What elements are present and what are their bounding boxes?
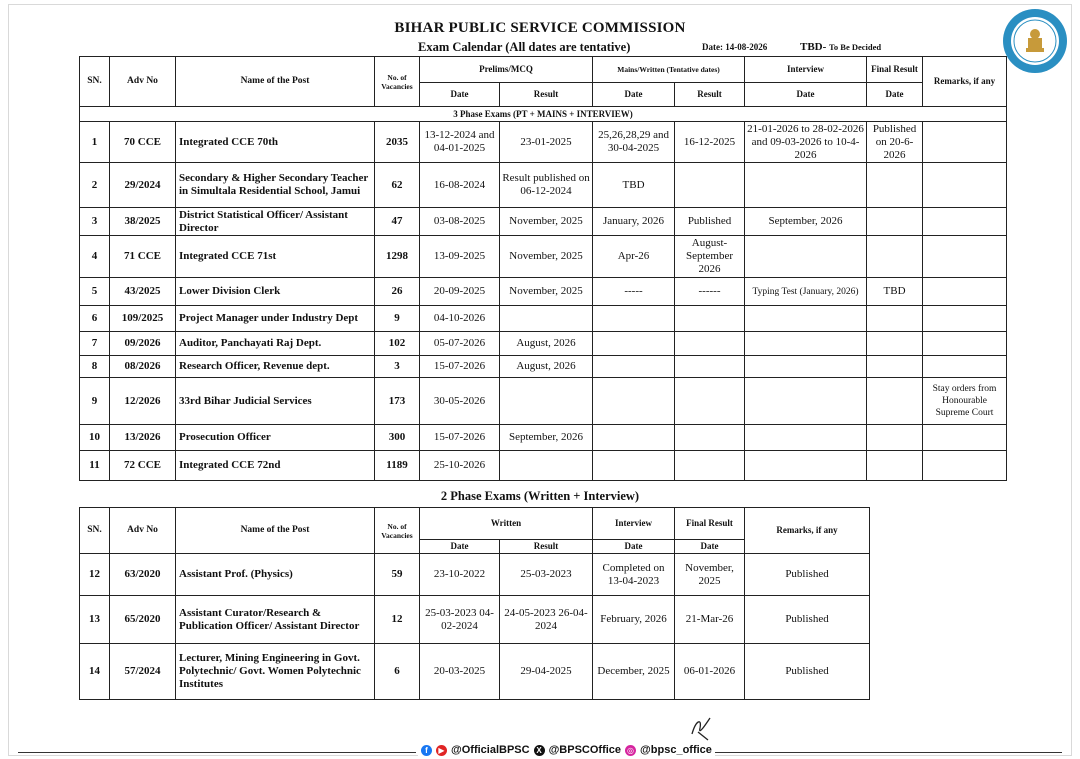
row-prelims-result: August, 2026	[500, 356, 593, 378]
row-prelims-date: 20-09-2025	[420, 278, 500, 306]
row-vacancies: 9	[375, 306, 420, 332]
row-final-result	[867, 236, 923, 278]
row-mains-date: Apr-26	[593, 236, 675, 278]
row-post-name: Assistant Prof. (Physics)	[176, 554, 375, 596]
row-adv-no: 08/2026	[110, 356, 176, 378]
row-final-result	[867, 356, 923, 378]
row-post-name: Integrated CCE 70th	[176, 122, 375, 163]
row-adv-no: 57/2024	[110, 644, 176, 700]
row-post-name: Integrated CCE 72nd	[176, 451, 375, 481]
header-remarks: Remarks, if any	[923, 57, 1007, 107]
row-final-result: November, 2025	[675, 554, 745, 596]
row-vacancies: 3	[375, 356, 420, 378]
row-adv-no: 72 CCE	[110, 451, 176, 481]
header-adv-no: Adv No	[110, 508, 176, 554]
row-interview-date	[745, 378, 867, 425]
row-prelims-date: 13-12-2024 and 04-01-2025	[420, 122, 500, 163]
row-sn: 5	[80, 278, 110, 306]
header-vacancies: No. of Vacancies	[375, 508, 420, 554]
header-prelims-result: Result	[500, 83, 593, 107]
header-sn: SN.	[80, 508, 110, 554]
header-mains-date: Date	[593, 83, 675, 107]
row-adv-no: 63/2020	[110, 554, 176, 596]
two-phase-exam-table	[79, 507, 870, 700]
table-row	[80, 425, 1007, 451]
header-final-date: Date	[675, 540, 745, 554]
row-interview-date: Completed on 13-04-2023	[593, 554, 675, 596]
row-final-result	[867, 306, 923, 332]
row-adv-no: 70 CCE	[110, 122, 176, 163]
row-vacancies: 2035	[375, 122, 420, 163]
row-mains-result	[675, 425, 745, 451]
row-sn: 10	[80, 425, 110, 451]
row-prelims-result: Result published on 06-12-2024	[500, 163, 593, 208]
row-remarks	[923, 163, 1007, 208]
row-remarks: Published	[745, 596, 870, 644]
row-final-result: 06-01-2026	[675, 644, 745, 700]
table-row	[80, 122, 1007, 163]
row-interview-date	[745, 425, 867, 451]
row-post-name: Secondary & Higher Secondary Teacher in Simultala Residential School, Jamui	[176, 163, 375, 208]
row-final-result	[867, 378, 923, 425]
footer-rule-right	[698, 752, 1062, 753]
row-sn: 14	[80, 644, 110, 700]
row-mains-result: August-September 2026	[675, 236, 745, 278]
row-mains-result	[675, 378, 745, 425]
bpsc-seal-logo	[1002, 8, 1068, 74]
row-prelims-result: September, 2026	[500, 425, 593, 451]
header-prelims-date: Date	[420, 83, 500, 107]
row-sn: 11	[80, 451, 110, 481]
row-adv-no: 43/2025	[110, 278, 176, 306]
row-mains-result	[675, 451, 745, 481]
row-prelims-date: 13-09-2025	[420, 236, 500, 278]
header-final-date: Date	[867, 83, 923, 107]
row-interview-date	[745, 163, 867, 208]
row-remarks	[923, 425, 1007, 451]
social-footer	[418, 744, 715, 756]
row-prelims-result: November, 2025	[500, 278, 593, 306]
row-mains-result: 16-12-2025	[675, 122, 745, 163]
header-remarks: Remarks, if any	[745, 508, 870, 554]
row-remarks: Published	[745, 554, 870, 596]
table-row	[80, 356, 1007, 378]
footer-rule-left	[18, 752, 416, 753]
row-remarks	[923, 332, 1007, 356]
row-written-result: 29-04-2025	[500, 644, 593, 700]
row-final-result	[867, 163, 923, 208]
row-remarks	[923, 208, 1007, 236]
row-prelims-date: 25-10-2026	[420, 451, 500, 481]
row-remarks	[923, 236, 1007, 278]
table-row	[80, 554, 870, 596]
row-final-result	[867, 208, 923, 236]
row-final-result	[867, 425, 923, 451]
row-final-result	[867, 332, 923, 356]
row-mains-result	[675, 332, 745, 356]
table-row	[80, 208, 1007, 236]
row-prelims-result: November, 2025	[500, 236, 593, 278]
header-post-name: Name of the Post	[176, 57, 375, 107]
header-post-name: Name of the Post	[176, 508, 375, 554]
row-interview-date: December, 2025	[593, 644, 675, 700]
calendar-date: Date: 14-08-2026	[702, 42, 768, 52]
row-interview-date	[745, 332, 867, 356]
header-prelims: Prelims/MCQ	[420, 57, 593, 83]
handle-bpsc-office[interactable]: @BPSCOffice	[548, 744, 622, 756]
table-row	[80, 306, 1007, 332]
row-mains-result: ------	[675, 278, 745, 306]
row-prelims-date: 16-08-2024	[420, 163, 500, 208]
header-interview: Interview	[745, 57, 867, 83]
row-mains-date	[593, 356, 675, 378]
row-adv-no: 13/2026	[110, 425, 176, 451]
row-interview-date	[745, 451, 867, 481]
row-mains-result	[675, 356, 745, 378]
row-mains-result	[675, 163, 745, 208]
row-post-name: Lower Division Clerk	[176, 278, 375, 306]
row-interview-date: February, 2026	[593, 596, 675, 644]
row-prelims-result: 23-01-2025	[500, 122, 593, 163]
row-written-result: 24-05-2023 26-04-2024	[500, 596, 593, 644]
row-sn: 2	[80, 163, 110, 208]
row-final-result: Published on 20-6-2026	[867, 122, 923, 163]
row-adv-no: 109/2025	[110, 306, 176, 332]
row-prelims-date: 15-07-2026	[420, 425, 500, 451]
row-written-result: 25-03-2023	[500, 554, 593, 596]
header-mains: Mains/Written (Tentative dates)	[593, 57, 745, 83]
row-post-name: Assistant Curator/Research & Publication Officer/ Assistant Director	[176, 596, 375, 644]
row-mains-date	[593, 306, 675, 332]
row-prelims-date: 04-10-2026	[420, 306, 500, 332]
row-vacancies: 62	[375, 163, 420, 208]
table-row	[80, 236, 1007, 278]
row-adv-no: 09/2026	[110, 332, 176, 356]
row-vacancies: 1189	[375, 451, 420, 481]
row-adv-no: 38/2025	[110, 208, 176, 236]
row-prelims-date: 05-07-2026	[420, 332, 500, 356]
instagram-icon[interactable]: ◎	[625, 745, 636, 756]
row-mains-date: -----	[593, 278, 675, 306]
row-post-name: 33rd Bihar Judicial Services	[176, 378, 375, 425]
row-prelims-result: November, 2025	[500, 208, 593, 236]
row-remarks: Stay orders from Honourable Supreme Court	[923, 378, 1007, 425]
row-vacancies: 173	[375, 378, 420, 425]
row-prelims-result	[500, 451, 593, 481]
row-vacancies: 26	[375, 278, 420, 306]
table-row	[80, 644, 870, 700]
row-sn: 6	[80, 306, 110, 332]
org-title: BIHAR PUBLIC SERVICE COMMISSION	[394, 20, 686, 36]
header-written-date: Date	[420, 540, 500, 554]
row-mains-result	[675, 306, 745, 332]
header-adv-no: Adv No	[110, 57, 176, 107]
youtube-icon[interactable]: ▶	[436, 745, 447, 756]
row-mains-date	[593, 425, 675, 451]
row-sn: 12	[80, 554, 110, 596]
row-vacancies: 300	[375, 425, 420, 451]
header-written: Written	[420, 508, 593, 540]
signature-mark	[688, 714, 714, 742]
three-phase-exam-table	[79, 56, 1007, 481]
row-vacancies: 59	[375, 554, 420, 596]
row-vacancies: 12	[375, 596, 420, 644]
row-interview-date: Typing Test (January, 2026)	[745, 278, 867, 306]
header-final-result: Final Result	[675, 508, 745, 540]
header-interview-date: Date	[593, 540, 675, 554]
header-interview-date: Date	[745, 83, 867, 107]
header-vacancies: No. of Vacancies	[375, 57, 420, 107]
row-remarks: Published	[745, 644, 870, 700]
row-mains-date: TBD	[593, 163, 675, 208]
row-vacancies: 102	[375, 332, 420, 356]
row-sn: 1	[80, 122, 110, 163]
facebook-icon[interactable]: f	[421, 745, 432, 756]
row-sn: 7	[80, 332, 110, 356]
row-post-name: Integrated CCE 71st	[176, 236, 375, 278]
row-mains-result: Published	[675, 208, 745, 236]
row-post-name: Research Officer, Revenue dept.	[176, 356, 375, 378]
row-post-name: Lecturer, Mining Engineering in Govt. Polytechnic/ Govt. Women Polytechnic Institutes	[176, 644, 375, 700]
row-remarks	[923, 451, 1007, 481]
row-vacancies: 1298	[375, 236, 420, 278]
row-prelims-result: August, 2026	[500, 332, 593, 356]
row-interview-date	[745, 356, 867, 378]
table-row	[80, 596, 870, 644]
table-row	[80, 451, 1007, 481]
header-sn: SN.	[80, 57, 110, 107]
row-remarks	[923, 122, 1007, 163]
row-post-name: Project Manager under Industry Dept	[176, 306, 375, 332]
row-vacancies: 6	[375, 644, 420, 700]
row-mains-date: January, 2026	[593, 208, 675, 236]
row-prelims-date: 03-08-2025	[420, 208, 500, 236]
row-interview-date: September, 2026	[745, 208, 867, 236]
table-row	[80, 163, 1007, 208]
row-remarks	[923, 306, 1007, 332]
row-final-result	[867, 451, 923, 481]
row-post-name: Auditor, Panchayati Raj Dept.	[176, 332, 375, 356]
table-row	[80, 278, 1007, 306]
row-final-result: TBD	[867, 278, 923, 306]
row-mains-date	[593, 451, 675, 481]
table-row	[80, 378, 1007, 425]
row-sn: 13	[80, 596, 110, 644]
tbd-legend: TBD- To Be Decided	[800, 41, 882, 53]
row-written-date: 23-10-2022	[420, 554, 500, 596]
calendar-subtitle: Exam Calendar (All dates are tentative)	[418, 40, 631, 54]
row-prelims-result	[500, 378, 593, 425]
row-sn: 4	[80, 236, 110, 278]
row-prelims-date: 30-05-2026	[420, 378, 500, 425]
row-remarks	[923, 356, 1007, 378]
row-post-name: District Statistical Officer/ Assistant Director	[176, 208, 375, 236]
row-written-date: 25-03-2023 04-02-2024	[420, 596, 500, 644]
row-interview-date	[745, 306, 867, 332]
row-remarks	[923, 278, 1007, 306]
row-prelims-result	[500, 306, 593, 332]
row-interview-date: 21-01-2026 to 28-02-2026 and 09-03-2026 to 10-4-2026	[745, 122, 867, 163]
handle-official-bpsc[interactable]: @OfficialBPSC	[451, 744, 530, 756]
row-mains-date	[593, 378, 675, 425]
row-adv-no: 29/2024	[110, 163, 176, 208]
row-sn: 9	[80, 378, 110, 425]
row-mains-date	[593, 332, 675, 356]
header-interview: Interview	[593, 508, 675, 540]
row-sn: 3	[80, 208, 110, 236]
row-prelims-date: 15-07-2026	[420, 356, 500, 378]
table-row	[80, 332, 1007, 356]
header-final-result: Final Result	[867, 57, 923, 83]
row-final-result: 21-Mar-26	[675, 596, 745, 644]
row-interview-date	[745, 236, 867, 278]
handle-bpsc-underscore-office[interactable]: @bpsc_office	[640, 744, 712, 756]
row-adv-no: 71 CCE	[110, 236, 176, 278]
x-icon[interactable]: X	[534, 745, 545, 756]
header-written-result: Result	[500, 540, 593, 554]
row-vacancies: 47	[375, 208, 420, 236]
row-adv-no: 12/2026	[110, 378, 176, 425]
row-mains-date: 25,26,28,29 and 30-04-2025	[593, 122, 675, 163]
two-phase-title: 2 Phase Exams (Written + Interview)	[440, 489, 640, 503]
row-adv-no: 65/2020	[110, 596, 176, 644]
row-sn: 8	[80, 356, 110, 378]
row-written-date: 20-03-2025	[420, 644, 500, 700]
phase-label: 3 Phase Exams (PT + MAINS + INTERVIEW)	[80, 107, 1007, 122]
row-post-name: Prosecution Officer	[176, 425, 375, 451]
header-mains-result: Result	[675, 83, 745, 107]
